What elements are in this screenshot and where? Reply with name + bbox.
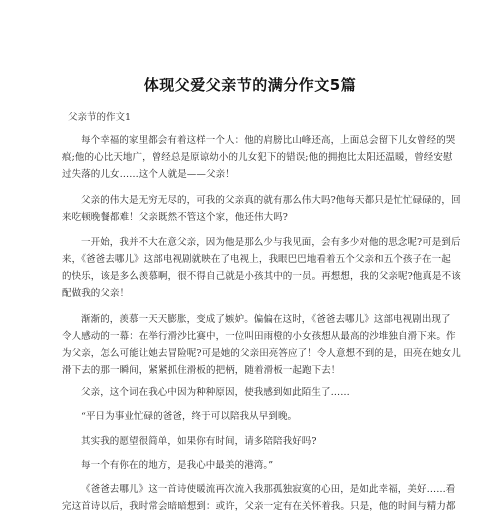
paragraph-line: 每个幸福的家里都会有着这样一个人：他的肩膀比山峰还高，上面总会留下儿女曾经的哭 <box>81 135 456 146</box>
paragraph <box>62 234 461 302</box>
paragraph-line: 其实我的愿望很简单，如果你有时间，请多陪陪我好吗? <box>81 436 317 447</box>
paragraph-line: 令人感动的一幕：在举行滑沙比赛中，一位叫田雨橙的小女孩想从最高的沙堆独自滑下来。作 <box>62 331 456 342</box>
paragraph-line: 为父亲，怎么可能让她去冒险呢?可是她的父亲田亮答应了！令人意想不到的是，田亮在她女儿 <box>62 348 461 359</box>
paragraph-line: 渐渐的，羡慕一天天膨胀，变成了嫉妒。偏偏在这时，《爸爸去哪儿》这部电视剧出现了 <box>81 314 451 325</box>
paragraph <box>62 192 461 226</box>
paragraph-line: 《爸爸去哪儿》这一首诗使暖流再次流入我那孤独寂寞的心田，是如此幸福，美好……看 <box>81 484 456 495</box>
paragraph-line: 滑下去的那一瞬间，紧紧抓住滑板的把柄，随着滑板一起跑下去！ <box>62 365 341 376</box>
paragraph-line: “平日为事业忙碌的爸爸，终于可以陪我从早到晚。 <box>81 411 298 422</box>
paragraph-line: 的快乐，该是多么羡慕啊，很不得自己就是小孩其中的一员。再想想，我的父亲呢?他真是不该 <box>62 271 461 282</box>
paragraph-line: 一开始，我并不大在意父亲，因为他是那么少与我见面，会有多少对他的思念呢?可是到后 <box>81 237 461 248</box>
paragraph-line: 父亲，这个词在我心中因为种种原因，使我感到如此陌生了…… <box>81 387 350 398</box>
document-title: 体现父爱父亲节的满分作文5篇 <box>143 76 357 94</box>
paragraph-line: 痕;他的心比天地广，曾经总是原谅幼小的儿女犯下的错误;他的拥抱比太阳还温暖，曾经安慰 <box>62 152 453 163</box>
paragraph-line: 来吃顿晚餐都难！父亲既然不管这个家，他还伟大吗? <box>62 212 288 223</box>
paragraph <box>62 311 461 379</box>
paragraph-line: 配做我的父亲！ <box>62 288 130 299</box>
paragraph <box>62 433 450 450</box>
paragraph <box>62 481 456 515</box>
paragraph-line: 父亲的伟大是无穷无尽的，可我的父亲真的就有那么伟大吗?他每天都只是忙忙碌碌的，回 <box>81 195 461 206</box>
paragraph-line: 每一个有你在的地方，是我心中最美的港湾。” <box>81 460 274 471</box>
paragraph <box>62 457 450 474</box>
paragraph-line: 过失落的儿女……这个人就是——父亲！ <box>62 169 235 180</box>
paragraph <box>62 132 456 183</box>
essay-heading: 父亲节的作文1 <box>68 112 132 123</box>
paragraph-line: 完这首诗以后，我时常会暗暗想到：或许，父亲一定有在关怀着我。只是，他的时间与精力都 <box>62 501 456 512</box>
paragraph-line: 来，《爸爸去哪儿》这部电视剧就映在了电视上，我眼巴巴地看着五个父亲和五个孩子在一起 <box>62 254 451 265</box>
paragraph <box>62 384 450 401</box>
paragraph <box>62 408 450 425</box>
